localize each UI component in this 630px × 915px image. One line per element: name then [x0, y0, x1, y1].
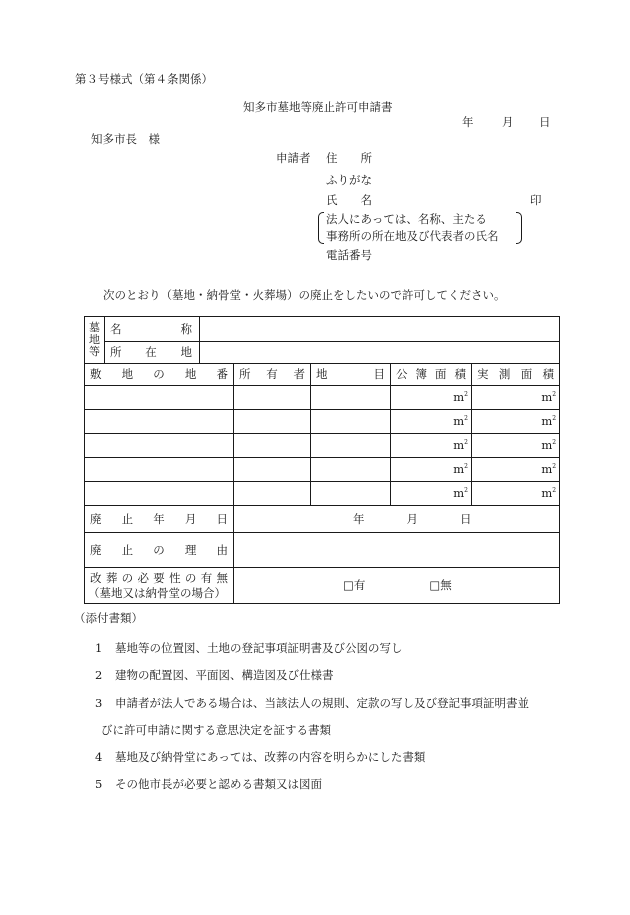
lot-number-cell[interactable]: [85, 434, 234, 458]
header-row: [85, 364, 560, 386]
reason-value[interactable]: [234, 533, 560, 568]
table-row: [85, 410, 560, 434]
measured-area-cell[interactable]: $m^2$: [472, 482, 560, 506]
owner-cell[interactable]: [234, 458, 311, 482]
applicant-furigana-label: ふりがな: [326, 173, 372, 187]
lot-number-cell[interactable]: [85, 482, 234, 506]
facility-name-row: [85, 317, 560, 342]
owner-cell[interactable]: [234, 410, 311, 434]
header-lot-number: 敷 地 の 地 番: [85, 364, 234, 386]
attachment-item: 4 墓地及び納骨堂にあっては、改葬の内容を明らかにした書類: [95, 750, 426, 764]
applicant-label: 申請者: [276, 151, 311, 165]
applicant-phone-label: 電話番号: [326, 248, 372, 262]
form-number: 第３号様式（第４条関係）: [75, 72, 213, 86]
table-row: [85, 386, 560, 410]
abolition-date-row: [85, 506, 560, 533]
reason-label: 廃 止 の 理 由: [85, 533, 234, 568]
addressee: 知多市長 様: [91, 132, 160, 146]
land-category-cell[interactable]: [311, 458, 391, 482]
land-category-cell[interactable]: [311, 434, 391, 458]
table-row: [85, 458, 560, 482]
lot-number-cell[interactable]: [85, 410, 234, 434]
reburial-yes-checkbox[interactable]: □有: [343, 578, 366, 593]
owner-cell[interactable]: [234, 386, 311, 410]
facility-group-label: 墓 地 等: [85, 317, 105, 364]
reburial-options: [234, 568, 560, 604]
corp-note-line-1: 法人にあっては、名称、主たる: [326, 212, 487, 226]
measured-area-cell[interactable]: $m^2$: [472, 434, 560, 458]
header-land-category: 地 目: [311, 364, 391, 386]
application-table: [84, 316, 560, 604]
reason-row: [85, 533, 560, 568]
abolition-date-value[interactable]: 年 月 日: [234, 506, 560, 533]
attachment-item-continuation: びに許可申請に関する意思決定を証する書類: [101, 723, 331, 737]
measured-area-cell[interactable]: $m^2$: [472, 410, 560, 434]
registered-area-cell[interactable]: $m^2$: [391, 458, 472, 482]
land-category-cell[interactable]: [311, 386, 391, 410]
header-owner: 所 有 者: [234, 364, 311, 386]
abolition-date-label: 廃 止 年 月 日: [85, 506, 234, 533]
land-category-cell[interactable]: [311, 482, 391, 506]
intro-text: 次のとおり（墓地・納骨堂・火葬場）の廃止をしたいので許可してください。: [103, 288, 506, 302]
date-day-label: 日: [539, 115, 551, 129]
registered-area-cell[interactable]: $m^2$: [391, 410, 472, 434]
land-category-cell[interactable]: [311, 410, 391, 434]
reburial-row: [85, 568, 560, 604]
lot-number-cell[interactable]: [85, 386, 234, 410]
reburial-label: 改 葬 の 必 要 性 の 有 無 （墓地又は納骨堂の場合）: [85, 568, 234, 604]
corp-note-right-bracket: [516, 212, 522, 244]
form-title: 知多市墓地等廃止許可申請書: [243, 100, 393, 114]
corp-note-line-2: 事務所の所在地及び代表者の氏名: [326, 229, 499, 243]
facility-location-row: [85, 342, 560, 364]
registered-area-cell[interactable]: $m^2$: [391, 386, 472, 410]
corp-note-left-bracket: [318, 212, 324, 244]
attachment-item: 5 その他市長が必要と認める書類又は図面: [95, 777, 322, 791]
measured-area-cell[interactable]: $m^2$: [472, 458, 560, 482]
facility-name-label: 名 称: [105, 317, 200, 342]
attachments-title: （添付書類）: [74, 611, 143, 625]
table-row: [85, 482, 560, 506]
reburial-no-checkbox[interactable]: □無: [429, 578, 452, 593]
facility-location-value[interactable]: [200, 342, 560, 364]
facility-name-value[interactable]: [200, 317, 560, 342]
seal-label: 印: [530, 193, 542, 207]
measured-area-cell[interactable]: $m^2$: [472, 386, 560, 410]
owner-cell[interactable]: [234, 482, 311, 506]
reburial-sub-label: （墓地又は納骨堂の場合）: [88, 585, 226, 600]
attachment-item: 1 墓地等の位置図、土地の登記事項証明書及び公図の写し: [95, 641, 403, 655]
owner-cell[interactable]: [234, 434, 311, 458]
attachment-item: 2 建物の配置図、平面図、構造図及び仕様書: [95, 668, 334, 682]
table-row: [85, 434, 560, 458]
registered-area-cell[interactable]: $m^2$: [391, 482, 472, 506]
attachment-item: 3 申請者が法人である場合は、当該法人の規則、定款の写し及び登記事項証明書並: [95, 696, 529, 710]
header-registered-area: 公 簿 面 積: [391, 364, 472, 386]
lot-number-cell[interactable]: [85, 458, 234, 482]
date-year-label: 年: [462, 115, 474, 129]
applicant-name-label: 氏 名: [326, 193, 372, 207]
date-month-label: 月: [502, 115, 514, 129]
header-measured-area: 実 測 面 積: [472, 364, 560, 386]
applicant-address-label: 住 所: [326, 151, 372, 165]
registered-area-cell[interactable]: $m^2$: [391, 434, 472, 458]
facility-location-label: 所 在 地: [105, 342, 200, 364]
